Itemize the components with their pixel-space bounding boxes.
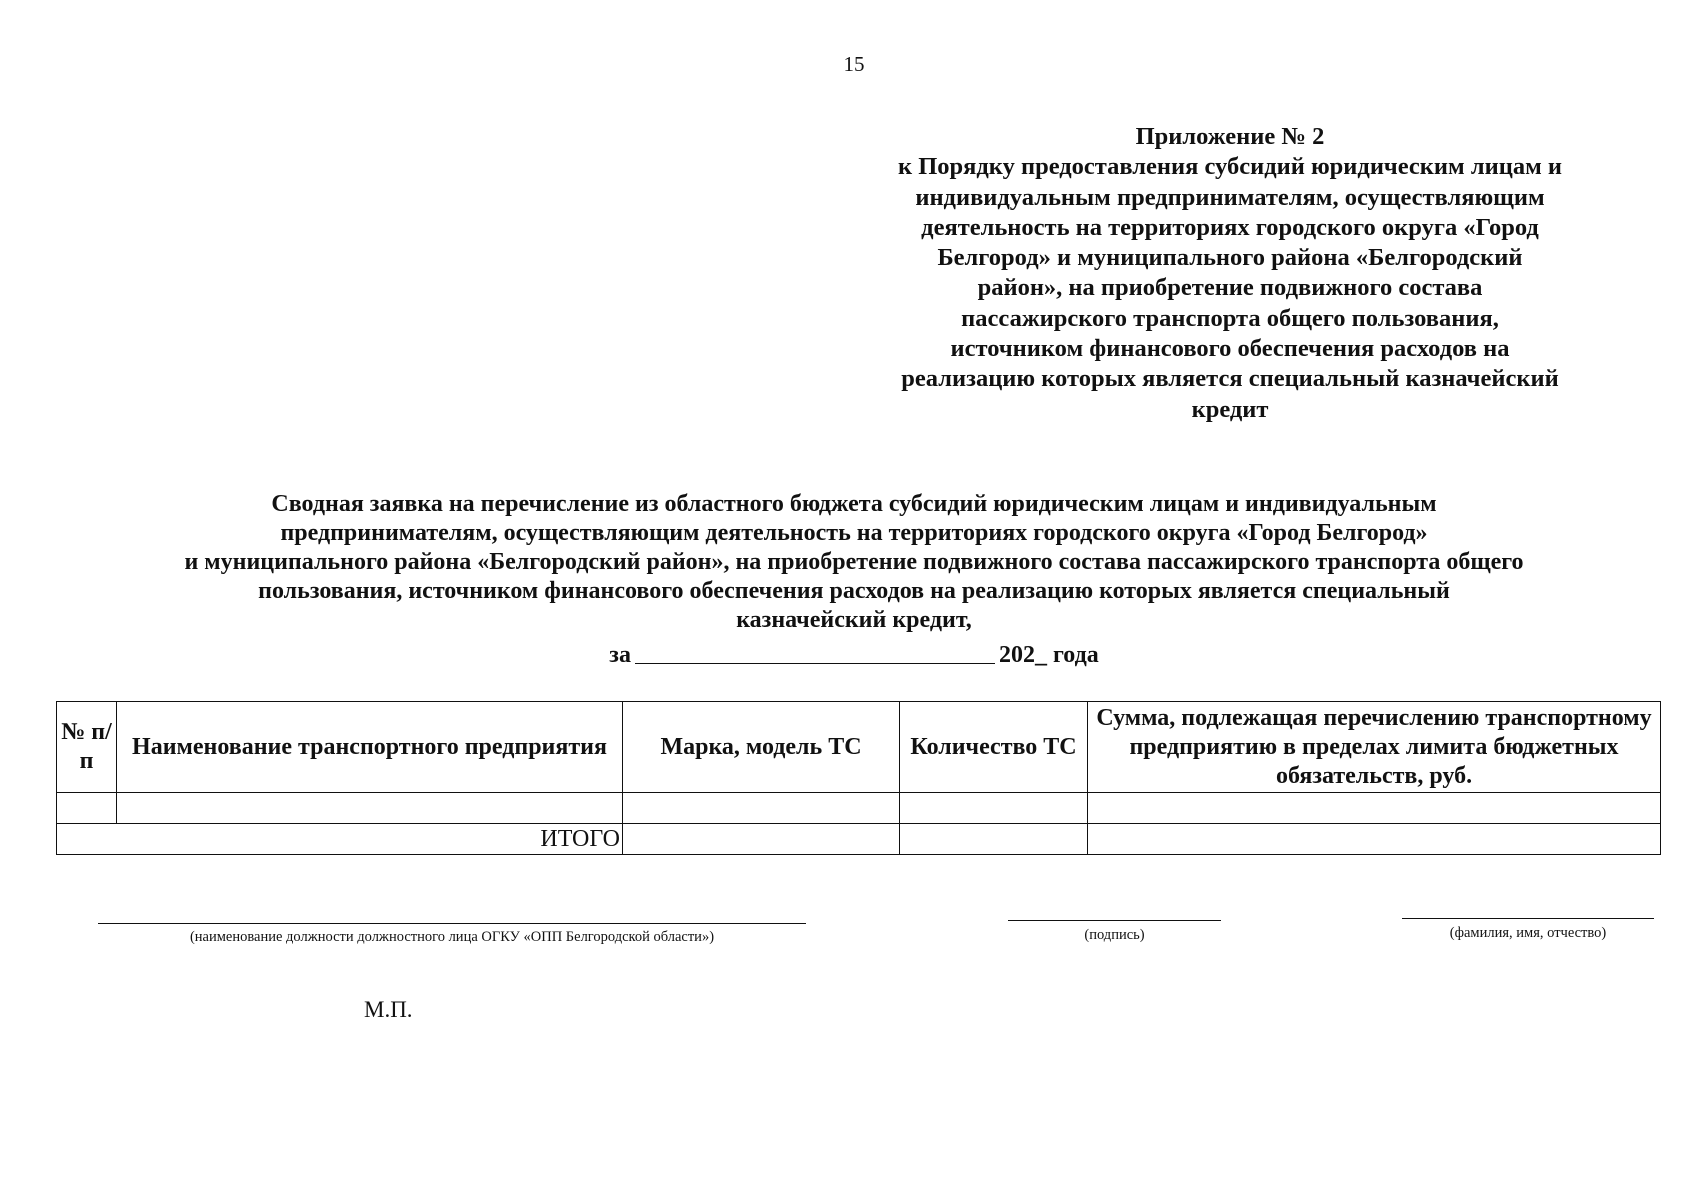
document-title-line: Сводная заявка на перечисление из областного бюджета субсидий юридическим лицам и индивидуальным [271, 491, 1437, 517]
document-title-line: и муниципального района «Белгородский район», на приобретение подвижного состава пассажирского транспорта общего [184, 549, 1524, 575]
document-title-line: предпринимателям, осуществляющим деятельность на территориях городского округа «Город Белгород» [280, 520, 1428, 546]
period-line [0, 641, 1708, 669]
total-cell [900, 824, 1088, 855]
appendix-line: пассажирского транспорта общего пользования, [961, 304, 1499, 332]
total-cell [623, 824, 900, 855]
period-prefix: за [609, 642, 631, 668]
table-cell [900, 793, 1088, 824]
table-header-row [57, 702, 1661, 793]
document-title [0, 490, 1708, 635]
appendix-line: к Порядку предоставления субсидий юридическим лицам и [897, 153, 1562, 181]
table-cell [1088, 793, 1661, 824]
period-blank-field[interactable] [635, 641, 995, 664]
header-vehicle-model: Марка, модель ТС [623, 702, 900, 793]
appendix-line: реализацию которых является специальный казначейский [901, 365, 1559, 393]
table-row [57, 793, 1661, 824]
header-amount: Сумма, подлежащая перечислению транспортному предприятию в пределах лимита бюджетных обязательств, руб. [1088, 702, 1661, 793]
appendix-line: Белгород» и муниципального района «Белгородский [937, 244, 1523, 272]
table-cell [57, 793, 117, 824]
position-caption: (наименование должности должностного лица ОГКУ «ОПП Белгородской области») [189, 929, 715, 945]
total-label: ИТОГО [57, 824, 623, 855]
appendix-line: район», на приобретение подвижного состава [977, 274, 1483, 302]
table-cell [623, 793, 900, 824]
name-signature-line [1402, 918, 1654, 919]
header-number: № п/п [57, 702, 117, 793]
document-title-line: казначейский кредит, [736, 607, 972, 633]
total-cell [1088, 824, 1661, 855]
appendix-line: индивидуальным предпринимателям, осуществляющим [915, 183, 1545, 211]
position-signature-line [98, 923, 806, 924]
signature-line [1008, 920, 1221, 921]
period-suffix: 202_ года [998, 642, 1099, 668]
header-company: Наименование транспортного предприятия [117, 702, 623, 793]
total-row [57, 824, 1661, 855]
page-number: 15 [843, 52, 865, 76]
table-cell [117, 793, 623, 824]
appendix-line: источником финансового обеспечения расходов на [950, 335, 1510, 363]
appendix-block [870, 122, 1590, 425]
appendix-title: Приложение № 2 [1135, 123, 1325, 150]
summary-table [56, 701, 1661, 855]
signature-caption: (подпись) [1084, 927, 1145, 943]
appendix-line: деятельность на территориях городского округа «Город [921, 213, 1539, 241]
appendix-line: кредит [1191, 395, 1269, 423]
header-vehicle-count: Количество ТС [900, 702, 1088, 793]
name-caption: (фамилия, имя, отчество) [1449, 925, 1607, 941]
stamp-place: М.П. [364, 997, 413, 1022]
document-title-line: пользования, источником финансового обеспечения расходов на реализацию которых является специальный [258, 578, 1450, 604]
